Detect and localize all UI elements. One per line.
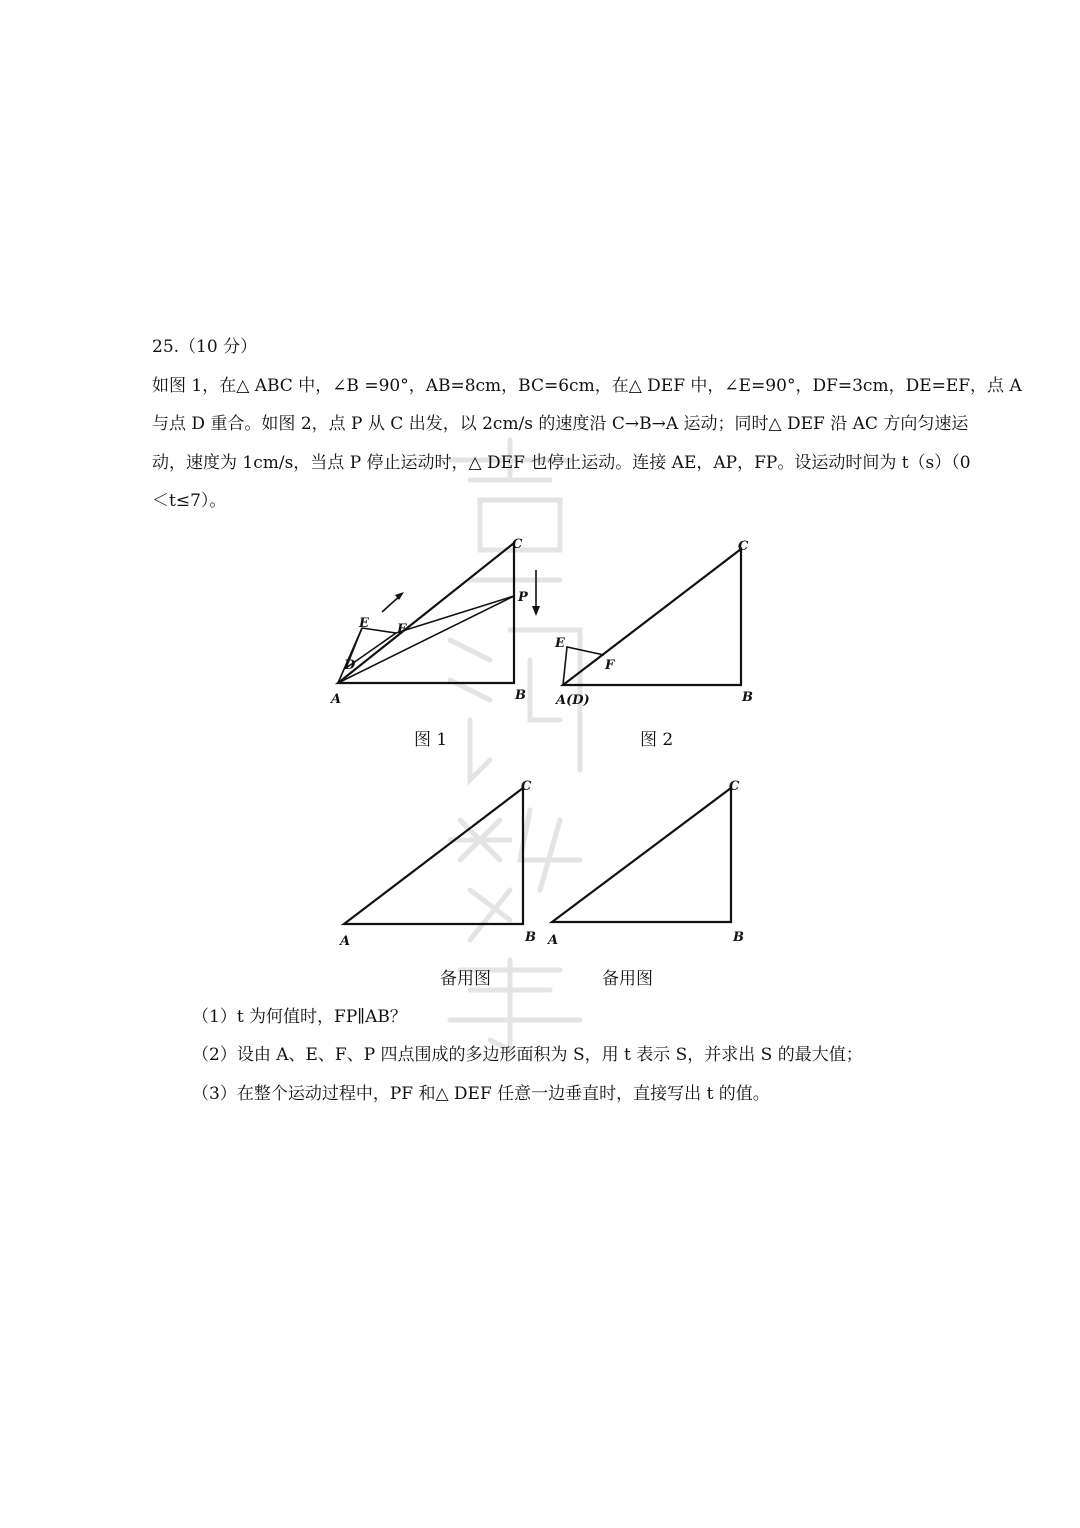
problem-text-line-2: 与点 D 重合。如图 2，点 P 从 C 出发，以 2cm/s 的速度沿 C→B→A 运动；同时△ DEF 沿 AC 方向匀速运 — [152, 414, 969, 434]
triangle-abc-fig2 — [563, 549, 741, 685]
label-c-spare1: C — [521, 779, 532, 794]
label-p-fig1: P — [518, 590, 528, 605]
label-c-fig2: C — [738, 539, 749, 554]
question-1: （1）t 为何值时，FP∥AB？ — [192, 1007, 407, 1027]
spare-figure-1 — [338, 779, 536, 949]
label-e-fig1: E — [359, 616, 369, 631]
caption-figure-1: 图 1 — [414, 730, 448, 750]
label-d-fig1: D — [344, 658, 356, 673]
triangle-abc-spare2 — [552, 788, 731, 922]
problem-text-line-4: ＜t≤7）。 — [152, 491, 227, 511]
segment-ap — [338, 596, 514, 683]
label-a-spare2: A — [548, 933, 559, 948]
question-3: （3）在整个运动过程中，PF 和△ DEF 任意一边垂直时，直接写出 t 的值。 — [192, 1084, 770, 1104]
problem-text-line-3: 动，速度为 1cm/s，当点 P 停止运动时，△ DEF 也停止运动。连接 AE，AP，FP。设运动时间为 t（s）（0 — [152, 453, 971, 473]
label-e-fig2: E — [555, 636, 565, 651]
label-f-fig1: F — [397, 622, 407, 637]
label-ad-fig2: A(D) — [556, 693, 590, 708]
segment-fp — [396, 596, 514, 633]
label-b-spare2: B — [733, 930, 744, 945]
figure-1 — [329, 537, 540, 707]
triangle-abc-spare1 — [344, 788, 523, 924]
triangle-abc-fig1 — [338, 543, 514, 683]
caption-spare-figure-2: 备用图 — [602, 969, 653, 989]
arrowhead-point-p-motion — [532, 606, 540, 616]
problem-text-line-1: 如图 1，在△ ABC 中，∠B =90°，AB=8cm，BC=6cm，在△ DEF 中，∠E=90°，DF=3cm，DE=EF，点 A — [152, 376, 1022, 396]
label-b-fig2: B — [742, 690, 753, 705]
label-f-fig2: F — [605, 658, 615, 673]
label-a-fig1: A — [331, 692, 342, 707]
caption-figure-2: 图 2 — [640, 730, 674, 750]
label-a-spare1: A — [340, 934, 351, 949]
figure-2 — [554, 539, 753, 708]
spare-figure-2 — [546, 779, 744, 948]
label-c-spare2: C — [729, 779, 740, 794]
label-b-spare1: B — [525, 930, 536, 945]
question-2: （2）设由 A、E、F、P 四点围成的多边形面积为 S，用 t 表示 S，并求出 S 的最大值； — [192, 1045, 863, 1065]
caption-spare-figure-1: 备用图 — [440, 969, 491, 989]
label-b-fig1: B — [515, 688, 526, 703]
label-c-fig1: C — [512, 537, 523, 552]
problem-number: 25.（10 分） — [152, 337, 258, 357]
